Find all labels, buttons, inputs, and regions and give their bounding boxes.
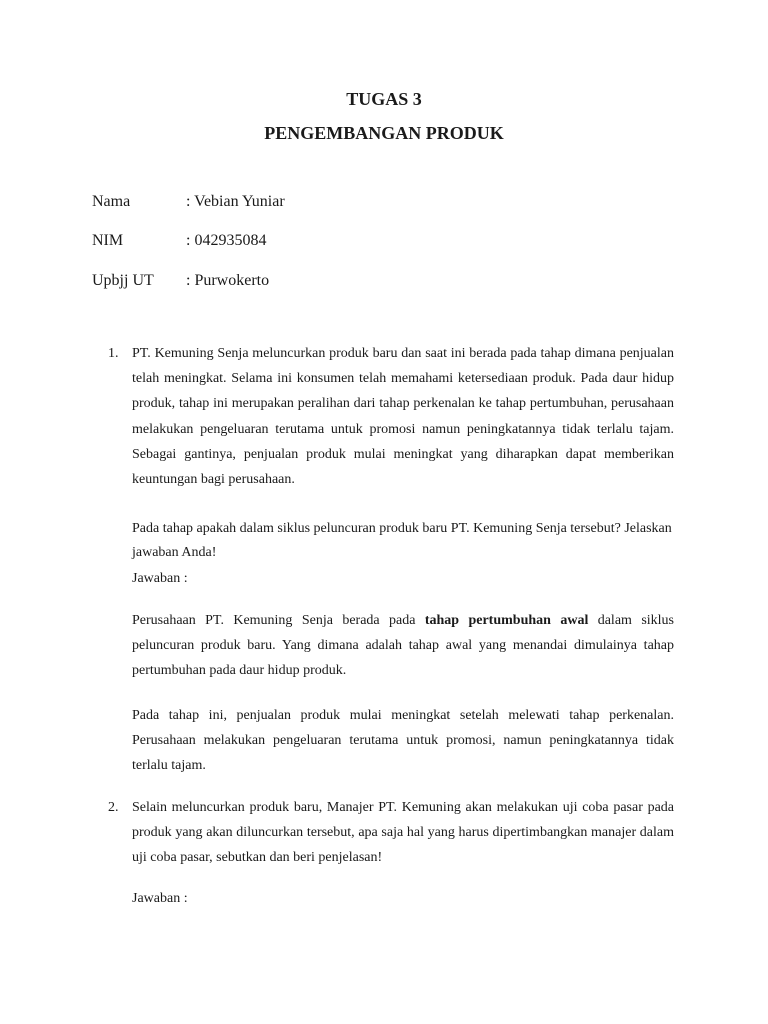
question-2-number: 2. <box>108 800 119 815</box>
question-2-answer-label: Jawaban : <box>132 891 188 906</box>
question-1-paragraph: PT. Kemuning Senja meluncurkan produk baru dan saat ini berada pada tahap dimana penjualan telah meningkat. Selama ini konsumen telah memahami ketersediaan produk. Pada daur hidup produk, tahap ini merupakan peralihan dari tahap perkenalan ke tahap pertumbuhan, perusahaan melakukan pengeluaran terutama untuk promosi namun peningkatannya tidak terlalu tajam. Sebagai gantinya, penjualan produk mulai meningkat yang diharapkan dapat memberikan keuntungan bagi perusahaan. <box>132 346 674 488</box>
answer-1-bold-term: tahap pertumbuhan awal <box>424 613 589 628</box>
document-subtitle: PENGEMBANGAN PRODUK <box>264 123 504 143</box>
question-1-number: 1. <box>108 346 119 361</box>
question-2-paragraph: Selain meluncurkan produk baru, Manajer PT. Kemuning akan melakukan uji coba pasar pada produk yang akan diluncurkan tersebut, apa saja hal yang harus dipertimbangkan manajer dalam uji coba pasar, sebutkan dan beri penjelasan! <box>132 800 674 866</box>
answer-1-text-end: dalam siklus peluncuran produk baru. Yang dimana adalah tahap awal yang menandai dimulainya tahap pertumbuhan pada daur hidup produk. <box>132 613 674 679</box>
nim-label: NIM <box>92 232 124 249</box>
question-1-answer-label: Jawaban : <box>132 571 188 586</box>
name-label: Nama <box>92 193 131 210</box>
upbjj-label: Upbjj UT <box>92 272 154 289</box>
question-1-answer-2: Pada tahap ini, penjualan produk mulai meningkat setelah melewati tahap perkenalan. Perusahaan melakukan pengeluaran terutama untuk promosi, namun peningkatannya tidak terlalu tajam. <box>132 708 674 774</box>
question-1-question: Pada tahap apakah dalam siklus peluncuran produk baru PT. Kemuning Senja tersebut? Jelaskan jawaban Anda! <box>132 521 672 560</box>
question-1-answer-1 <box>132 608 674 684</box>
answer-1-text-start: Perusahaan PT. Kemuning Senja berada pada <box>132 613 425 628</box>
nim-value: : 042935084 <box>186 232 267 249</box>
document-title: TUGAS 3 <box>346 89 422 109</box>
upbjj-value: : Purwokerto <box>186 272 270 289</box>
name-value: : Vebian Yuniar <box>186 193 285 210</box>
